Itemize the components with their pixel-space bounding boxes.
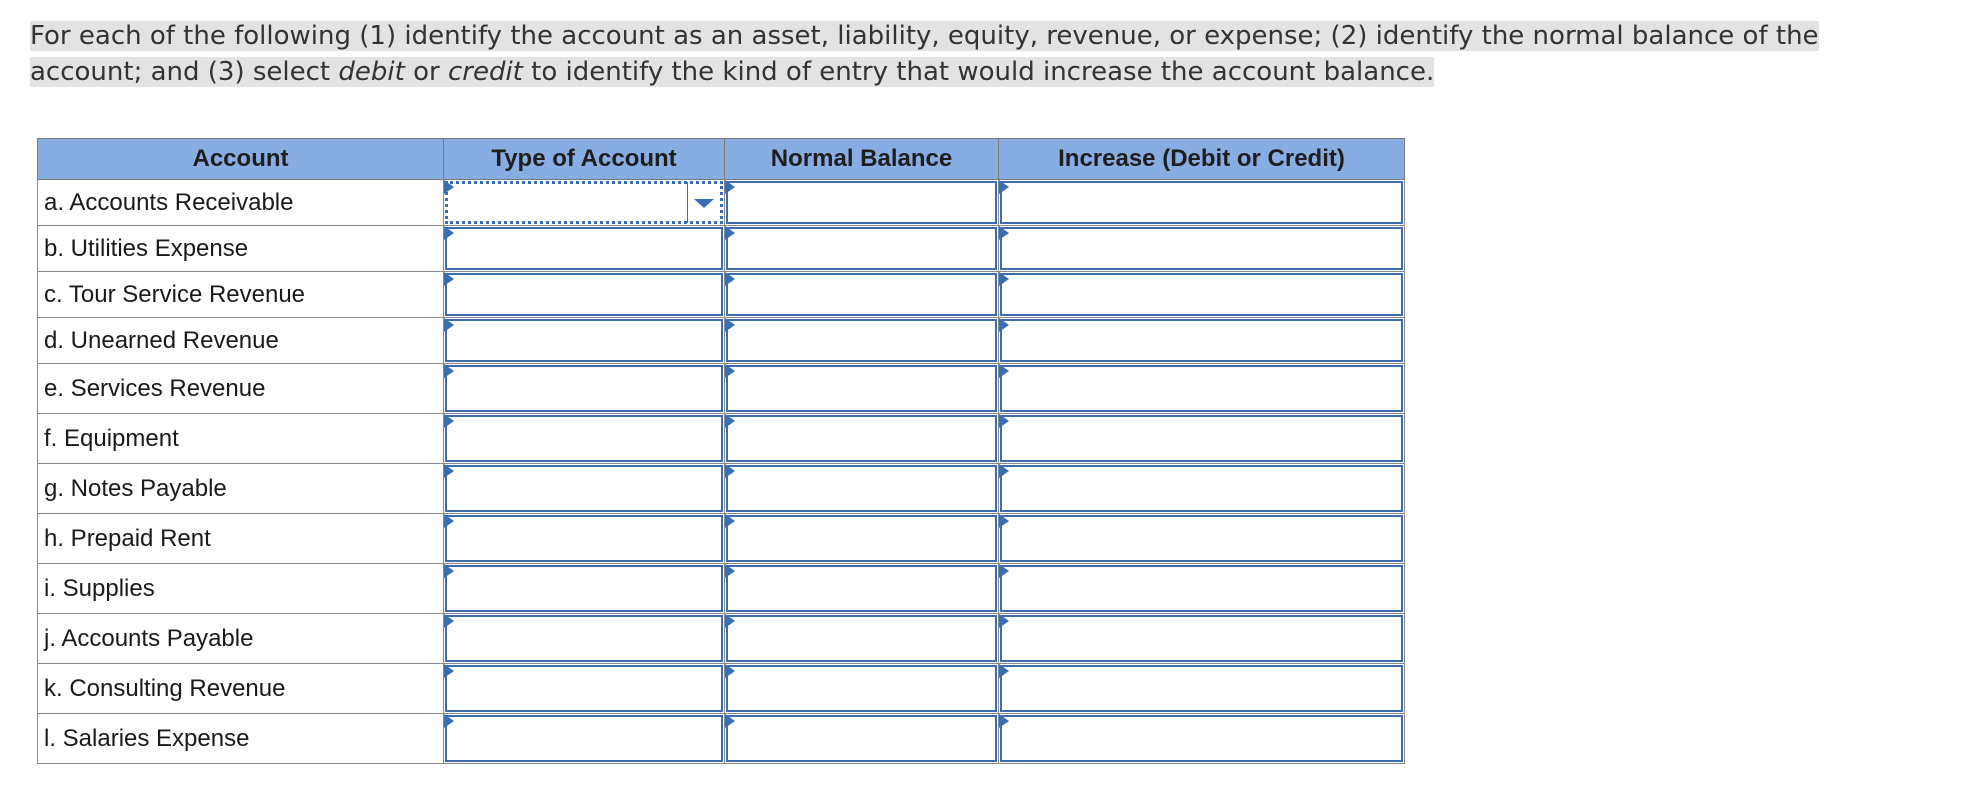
cell-marker-icon <box>999 318 1009 332</box>
normal-balance-select[interactable] <box>726 715 997 762</box>
cell-marker-icon <box>999 414 1009 428</box>
table-row <box>38 514 1405 564</box>
type-of-account-select-cell <box>444 664 725 714</box>
cell-marker-icon <box>999 364 1009 378</box>
type-of-account-select[interactable] <box>445 273 723 316</box>
increase-select-cell <box>999 714 1405 764</box>
account-name: a. Accounts Receivable <box>38 180 444 226</box>
table-row <box>38 318 1405 364</box>
accounts-table <box>37 138 1405 764</box>
type-of-account-select[interactable] <box>445 515 723 562</box>
cell-marker-icon <box>725 564 735 578</box>
increase-select[interactable] <box>1000 515 1403 562</box>
cell-marker-icon <box>999 464 1009 478</box>
normal-balance-select-cell <box>725 318 999 364</box>
cell-marker-icon <box>999 714 1009 728</box>
instructions-text <box>30 18 1930 90</box>
type-of-account-select-cell <box>444 180 725 226</box>
cell-marker-icon <box>444 564 454 578</box>
account-name: h. Prepaid Rent <box>38 514 444 564</box>
type-of-account-select-cell <box>444 714 725 764</box>
dropdown-arrow-icon[interactable] <box>694 199 714 208</box>
cell-marker-icon <box>444 272 454 286</box>
normal-balance-select[interactable] <box>726 565 997 612</box>
cell-marker-icon <box>999 272 1009 286</box>
cell-marker-icon <box>725 664 735 678</box>
table-header-row <box>38 139 1405 180</box>
table-row <box>38 226 1405 272</box>
account-name: l. Salaries Expense <box>38 714 444 764</box>
account-name: j. Accounts Payable <box>38 614 444 664</box>
normal-balance-select[interactable] <box>726 365 997 412</box>
type-of-account-select-cell <box>444 614 725 664</box>
increase-select[interactable] <box>1000 615 1403 662</box>
increase-select-cell <box>999 614 1405 664</box>
type-of-account-select-cell <box>444 464 725 514</box>
type-of-account-select[interactable] <box>445 715 723 762</box>
type-of-account-select-cell <box>444 226 725 272</box>
cell-marker-icon <box>725 226 735 240</box>
dropdown-separator <box>687 182 688 223</box>
normal-balance-select-cell <box>725 226 999 272</box>
cell-marker-icon <box>444 364 454 378</box>
cell-marker-icon <box>725 464 735 478</box>
type-of-account-select[interactable] <box>445 465 723 512</box>
cell-marker-icon <box>999 614 1009 628</box>
increase-select[interactable] <box>1000 565 1403 612</box>
normal-balance-select[interactable] <box>726 181 997 224</box>
increase-select-cell <box>999 272 1405 318</box>
increase-select[interactable] <box>1000 273 1403 316</box>
instructions-debit-word: debit <box>338 57 405 87</box>
account-name: i. Supplies <box>38 564 444 614</box>
normal-balance-select-cell <box>725 272 999 318</box>
cell-marker-icon <box>444 714 454 728</box>
cell-marker-icon <box>999 180 1009 194</box>
increase-select-cell <box>999 364 1405 414</box>
normal-balance-select[interactable] <box>726 615 997 662</box>
normal-balance-select-cell <box>725 414 999 464</box>
type-of-account-select-cell <box>444 514 725 564</box>
normal-balance-select-cell <box>725 614 999 664</box>
account-name: f. Equipment <box>38 414 444 464</box>
cell-marker-icon <box>999 564 1009 578</box>
instructions-highlight <box>30 21 1819 87</box>
table-row <box>38 614 1405 664</box>
cell-marker-icon <box>444 664 454 678</box>
table-row <box>38 414 1405 464</box>
account-name: d. Unearned Revenue <box>38 318 444 364</box>
instructions-credit-word: credit <box>447 57 523 87</box>
increase-select-cell <box>999 564 1405 614</box>
cell-marker-icon <box>444 180 454 194</box>
normal-balance-select-cell <box>725 464 999 514</box>
account-name: k. Consulting Revenue <box>38 664 444 714</box>
normal-balance-select[interactable] <box>726 665 997 712</box>
cell-marker-icon <box>725 714 735 728</box>
table-row <box>38 714 1405 764</box>
increase-select[interactable] <box>1000 465 1403 512</box>
increase-select[interactable] <box>1000 319 1403 362</box>
increase-select-cell <box>999 514 1405 564</box>
account-name: e. Services Revenue <box>38 364 444 414</box>
increase-select-cell <box>999 318 1405 364</box>
table-row <box>38 272 1405 318</box>
type-of-account-select[interactable] <box>445 665 723 712</box>
table-row <box>38 180 1405 226</box>
normal-balance-select[interactable] <box>726 319 997 362</box>
header-normal-balance: Normal Balance <box>725 139 999 180</box>
increase-select-cell <box>999 180 1405 226</box>
cell-marker-icon <box>444 614 454 628</box>
normal-balance-select[interactable] <box>726 515 997 562</box>
increase-select[interactable] <box>1000 227 1403 270</box>
increase-select[interactable] <box>1000 665 1403 712</box>
normal-balance-select[interactable] <box>726 227 997 270</box>
increase-select-cell <box>999 226 1405 272</box>
increase-select-cell <box>999 414 1405 464</box>
header-type-of-account: Type of Account <box>444 139 725 180</box>
increase-select-cell <box>999 464 1405 514</box>
instructions-part2: or <box>404 57 448 87</box>
table-row <box>38 564 1405 614</box>
increase-select[interactable] <box>1000 415 1403 462</box>
normal-balance-select-cell <box>725 564 999 614</box>
increase-select-cell <box>999 664 1405 714</box>
type-of-account-select-cell <box>444 318 725 364</box>
cell-marker-icon <box>444 414 454 428</box>
normal-balance-select-cell <box>725 514 999 564</box>
type-of-account-select-cell <box>444 272 725 318</box>
table-row <box>38 364 1405 414</box>
cell-marker-icon <box>999 514 1009 528</box>
normal-balance-select[interactable] <box>726 273 997 316</box>
increase-select[interactable] <box>1000 365 1403 412</box>
account-name: b. Utilities Expense <box>38 226 444 272</box>
type-of-account-select-cell <box>444 564 725 614</box>
type-of-account-select[interactable] <box>445 415 723 462</box>
cell-marker-icon <box>444 464 454 478</box>
normal-balance-select[interactable] <box>726 465 997 512</box>
normal-balance-select-cell <box>725 180 999 226</box>
type-of-account-select[interactable] <box>445 565 723 612</box>
account-name: c. Tour Service Revenue <box>38 272 444 318</box>
normal-balance-select-cell <box>725 364 999 414</box>
instructions-part1: For each of the following (1) identify the account as an asset, liability, equity, revenue, or expense; (2) identify the normal balance of the account; and (3) select <box>30 21 1819 87</box>
cell-marker-icon <box>444 226 454 240</box>
type-of-account-select[interactable] <box>445 227 723 270</box>
normal-balance-select-cell <box>725 664 999 714</box>
cell-marker-icon <box>444 318 454 332</box>
cell-marker-icon <box>725 614 735 628</box>
account-name: g. Notes Payable <box>38 464 444 514</box>
increase-select[interactable] <box>1000 715 1403 762</box>
cell-marker-icon <box>999 226 1009 240</box>
cell-marker-icon <box>725 414 735 428</box>
cell-marker-icon <box>725 318 735 332</box>
type-of-account-select-cell <box>444 414 725 464</box>
type-of-account-select[interactable] <box>445 615 723 662</box>
cell-marker-icon <box>444 514 454 528</box>
instructions-part3: to identify the kind of entry that would increase the account balance. <box>522 57 1435 87</box>
increase-select[interactable] <box>1000 181 1403 224</box>
normal-balance-select[interactable] <box>726 415 997 462</box>
cell-marker-icon <box>999 664 1009 678</box>
type-of-account-select[interactable] <box>445 319 723 362</box>
cell-marker-icon <box>725 272 735 286</box>
type-of-account-select[interactable] <box>445 365 723 412</box>
header-account: Account <box>38 139 444 180</box>
header-increase: Increase (Debit or Credit) <box>999 139 1405 180</box>
type-of-account-select[interactable] <box>445 181 723 224</box>
table-row <box>38 664 1405 714</box>
cell-marker-icon <box>725 514 735 528</box>
type-of-account-select-cell <box>444 364 725 414</box>
cell-marker-icon <box>725 364 735 378</box>
table-row <box>38 464 1405 514</box>
cell-marker-icon <box>725 180 735 194</box>
normal-balance-select-cell <box>725 714 999 764</box>
